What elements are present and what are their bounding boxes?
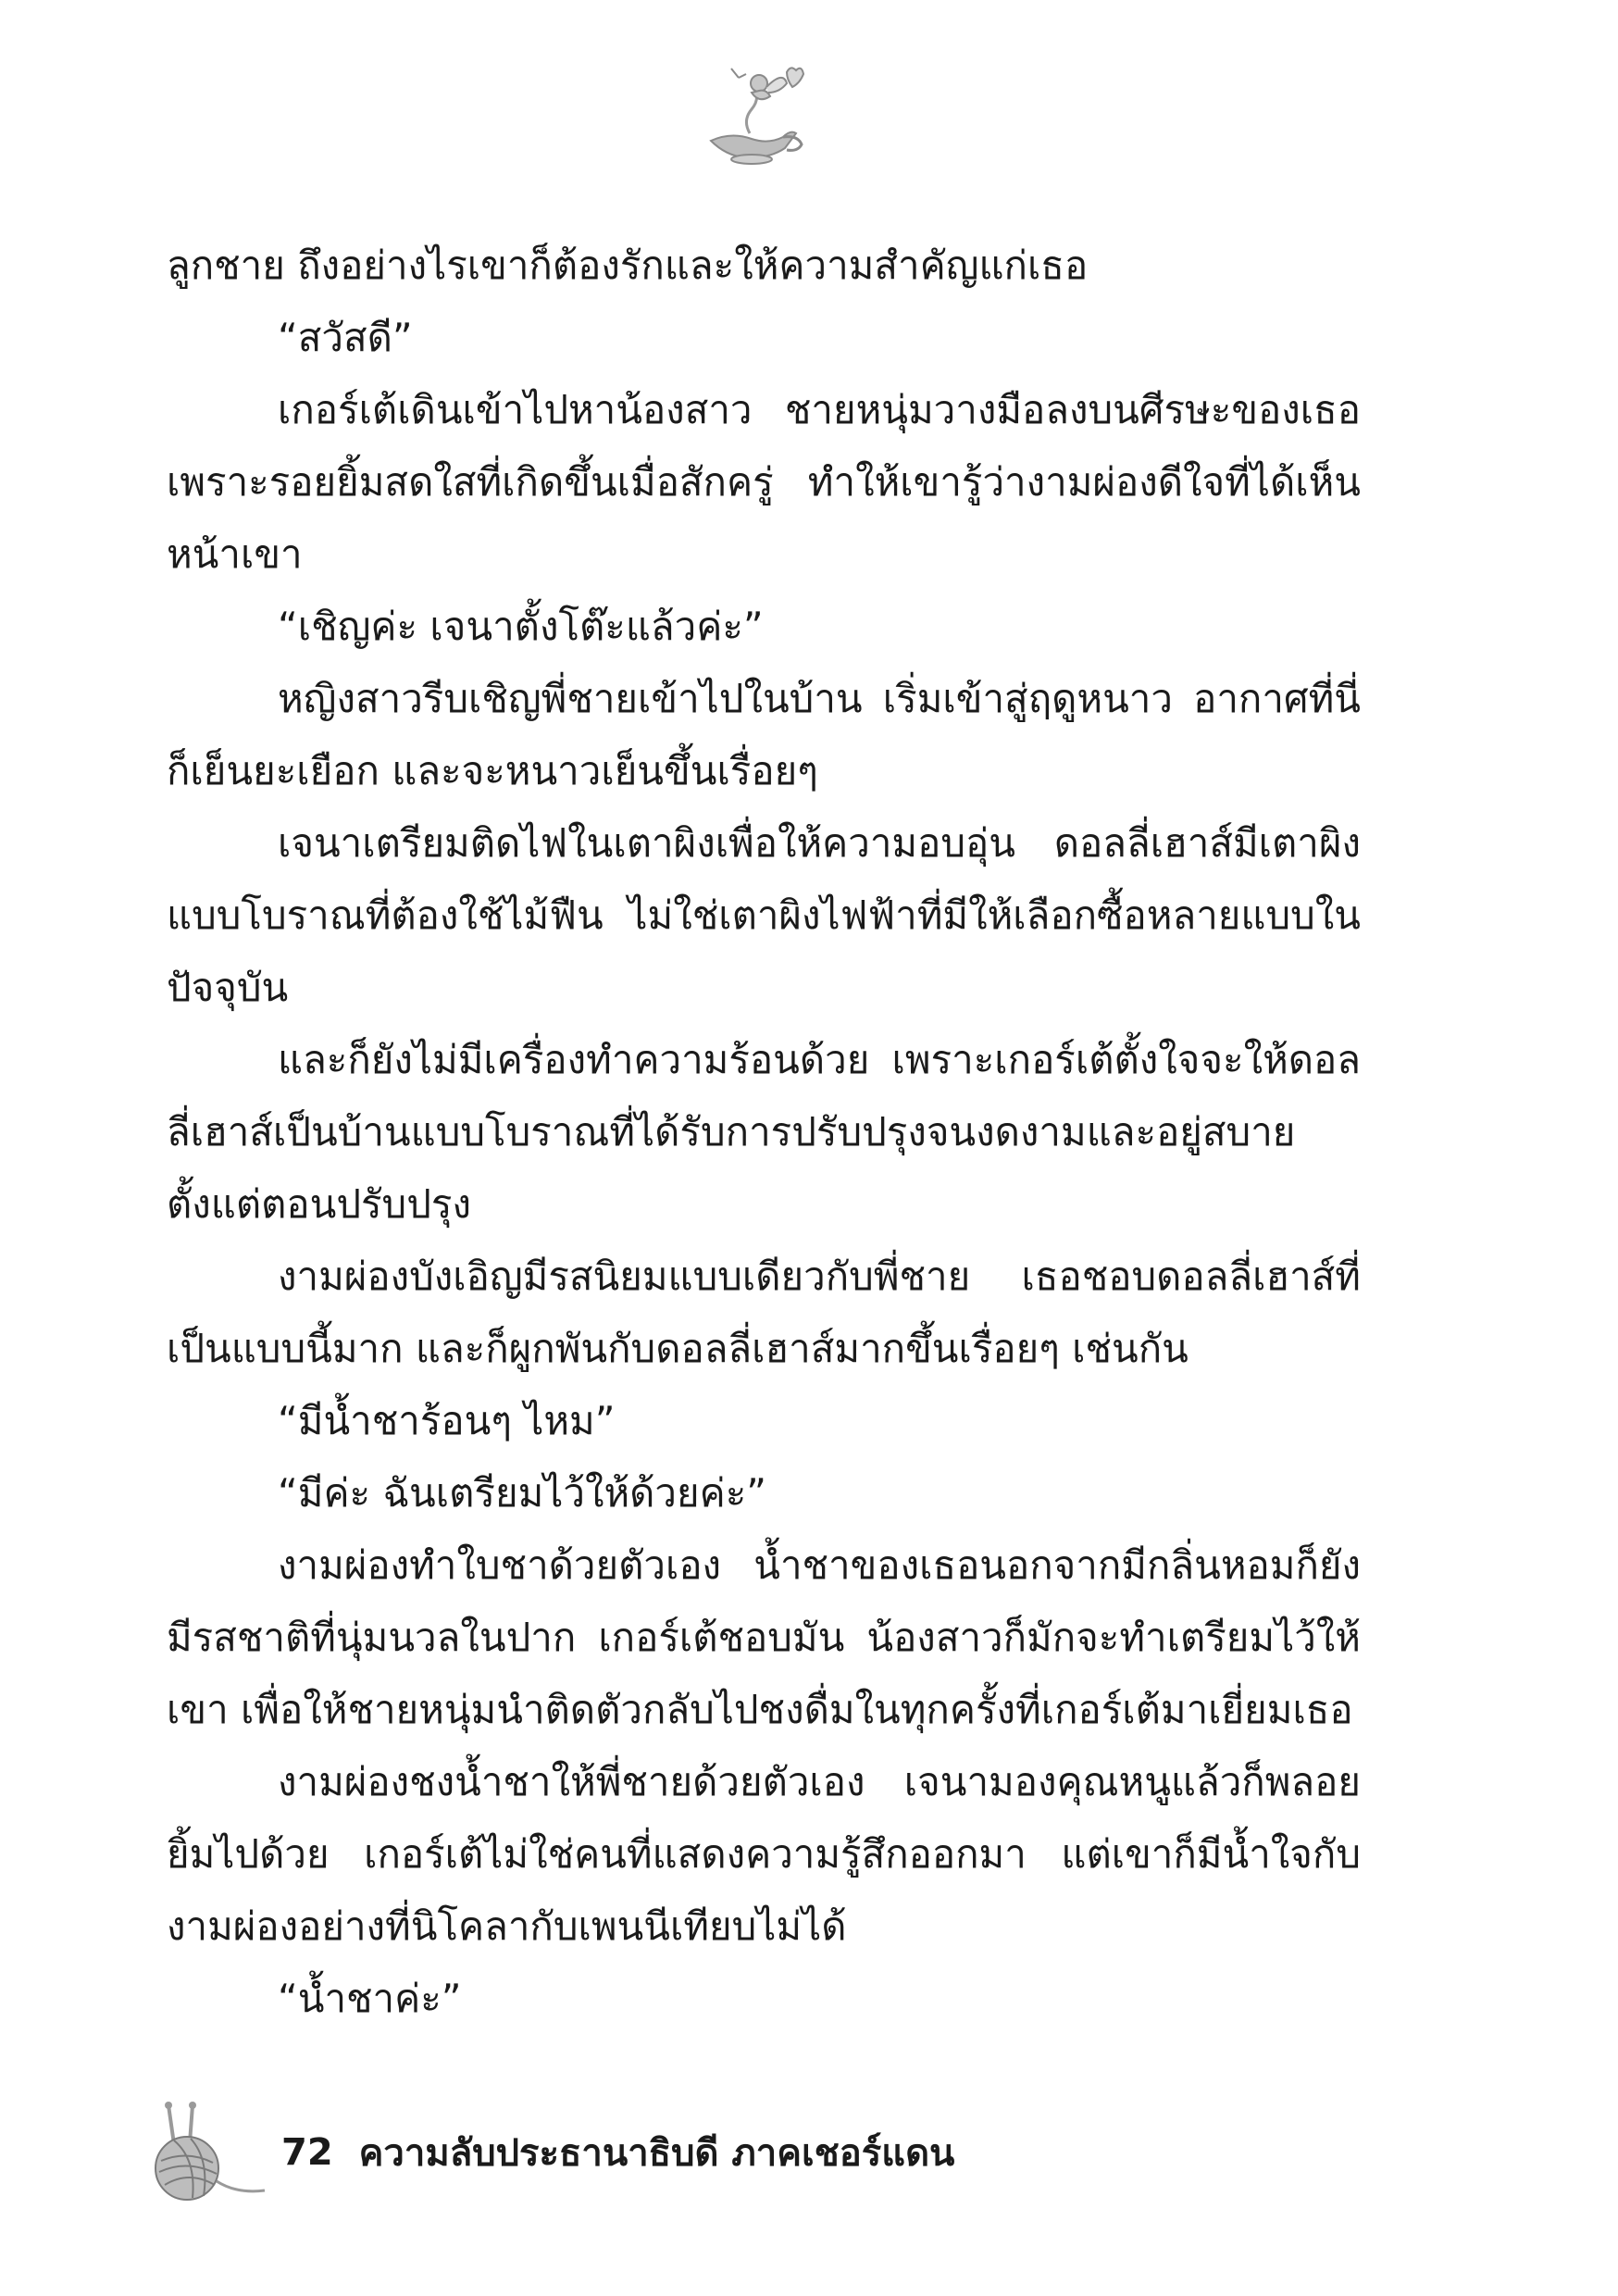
paragraph: “มีค่ะ ฉันเตรียมไว้ให้ด้วยค่ะ” bbox=[278, 1470, 767, 1516]
paragraph: “น้ำชาค่ะ” bbox=[278, 1976, 462, 2021]
paragraph: งามผ่องบังเอิญมีรสนิยมแบบเดียวกับพี่ชาย เธอชอบดอลลี่เฮาส์ที่เป็นแบบนี้มาก และก็ผูกพันกับดอลลี่เฮาส์มากขึ้นเรื่อยๆ เช่นกัน bbox=[167, 1254, 1361, 1371]
book-title: ความลับประธานาธิบดี ภาคเชอร์แดน bbox=[358, 2132, 955, 2175]
yarn-ball-icon bbox=[148, 2102, 268, 2203]
page-footer bbox=[148, 2102, 954, 2203]
paragraph: หญิงสาวรีบเชิญพี่ชายเข้าไปในบ้าน เริ่มเข้าสู่ฤดูหนาว อากาศที่นี่ก็เย็นยะเยือก และจะหนาวเย็นขึ้นเรื่อยๆ bbox=[167, 676, 1361, 793]
body-text bbox=[167, 230, 1361, 2035]
paragraph: “เชิญค่ะ เจนาตั้งโต๊ะแล้วค่ะ” bbox=[278, 604, 764, 649]
paragraph: งามผ่องทำใบชาด้วยตัวเอง น้ำชาของเธอนอกจากมีกลิ่นหอมก็ยังมีรสชาติที่นุ่มนวลในปาก เกอร์เต้ชอบมัน น้องสาวก็มักจะทำเตรียมไว้ให้เขา เพื่อให้ชายหนุ่มนำติดตัวกลับไปชงดื่มในทุกครั้งที่เกอร์เต้มาเยี่ยมเธอ bbox=[167, 1542, 1361, 1732]
page-number: 72 bbox=[281, 2131, 333, 2174]
paragraph: และก็ยังไม่มีเครื่องทำความร้อนด้วย เพราะเกอร์เต้ตั้งใจจะให้ดอลลี่เฮาส์เป็นบ้านแบบโบราณที่ได้รับการปรับปรุงจนงดงามและอยู่สบายตั้งแต่ตอนปรับปรุง bbox=[167, 1037, 1361, 1227]
paragraph: งามผ่องชงน้ำชาให้พี่ชายด้วยตัวเอง เจนามองคุณหนูแล้วก็พลอยยิ้มไปด้วย เกอร์เต้ไม่ใช่คนที่แสดงความรู้สึกออกมา แต่เขาก็มีน้ำใจกับงามผ่องอย่างที่นิโคลากับเพนนีเทียบไม่ได้ bbox=[167, 1759, 1361, 1949]
paragraph: “มีน้ำชาร้อนๆ ไหม” bbox=[278, 1398, 616, 1443]
paragraph: “สวัสดี” bbox=[278, 315, 413, 360]
cupid-teapot-icon bbox=[694, 56, 815, 176]
paragraph: ลูกชาย ถึงอย่างไรเขาก็ต้องรักและให้ความสำคัญแก่เธอ bbox=[167, 243, 1089, 288]
paragraph: เกอร์เต้เดินเข้าไปหาน้องสาว ชายหนุ่มวางมือลงบนศีรษะของเธอ เพราะรอยยิ้มสดใสที่เกิดขึ้นเมื่อสักครู่ ทำให้เขารู้ว่างามผ่องดีใจที่ได้เห็นหน้าเขา bbox=[167, 387, 1361, 577]
paragraph: เจนาเตรียมติดไฟในเตาผิงเพื่อให้ความอบอุ่น ดอลลี่เฮาส์มีเตาผิงแบบโบราณที่ต้องใช้ไม้ฟืน ไม่ใช่เตาผิงไฟฟ้าที่มีให้เลือกซื้อหลายแบบในปัจจุบัน bbox=[167, 820, 1361, 1010]
